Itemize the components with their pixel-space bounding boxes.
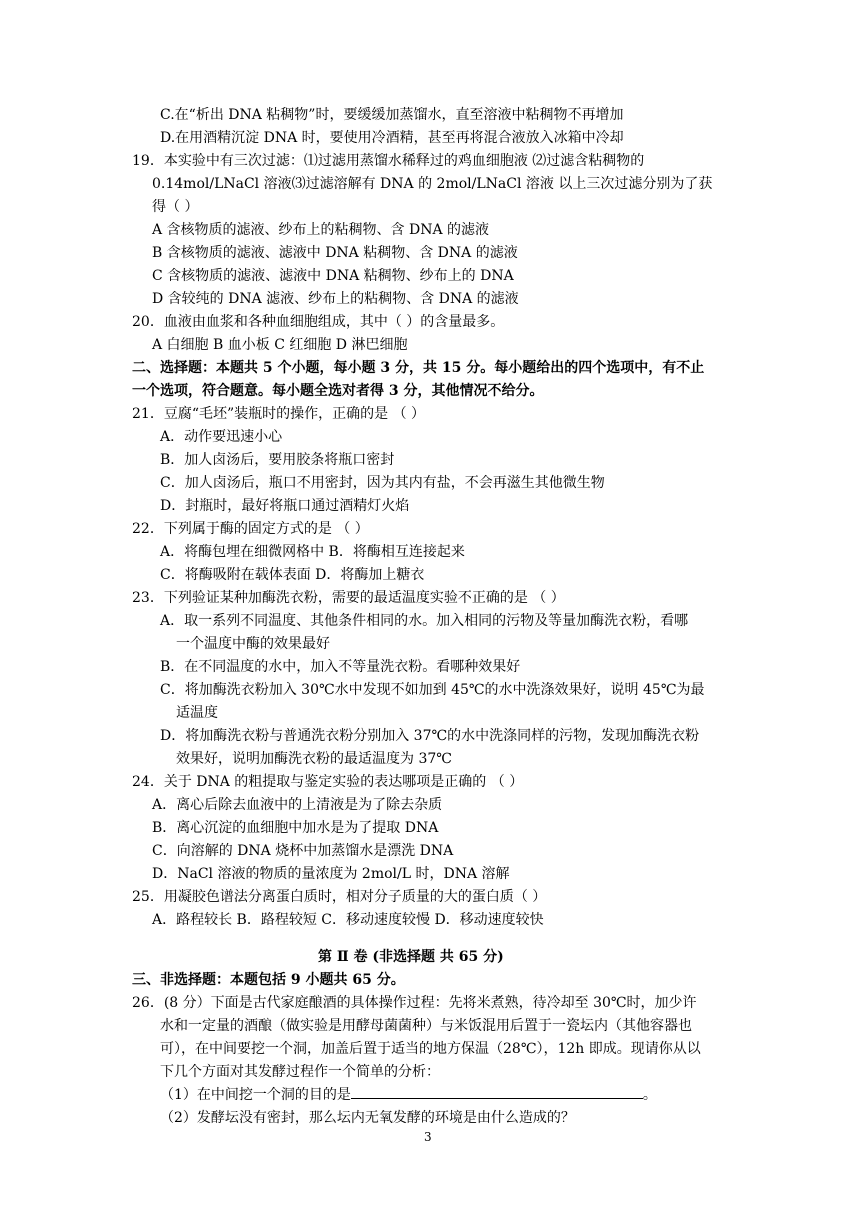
q26-sub2: （2）发酵坛没有密封，那么坛内无氧发酵的环境是由什么造成的？ [160, 1110, 575, 1126]
q25-stem: 25．用凝胶色谱法分离蛋白质时，相对分子质量的大的蛋白质（ ） [132, 889, 547, 905]
q19-option-b: B 含核物质的滤液、滤液中 DNA 粘稠物、含 DNA 的滤液 [152, 245, 518, 261]
q18-option-d: D.在用酒精沉淀 DNA 时，要使用冷酒精，甚至再将混合液放入冰箱中冷却 [160, 130, 624, 146]
part2-title: 第 Ⅱ 卷 (非选择题 共 65 分) [318, 949, 504, 965]
q23-option-a-line2: 一个温度中酶的效果最好 [176, 636, 330, 652]
q19-option-d: D 含较纯的 DNA 滤液、纱布上的粘稠物、含 DNA 的滤液 [152, 291, 519, 307]
q24-stem: 24．关于 DNA 的粗提取与鉴定实验的表达哪项是正确的 （ ） [132, 774, 524, 790]
section2-heading-line2: 一个选项，符合题意。每小题全选对者得 3 分，其他情况不给分。 [132, 383, 544, 399]
q18-option-c: C.在“析出 DNA 粘稠物”时，要缓缓加蒸馏水，直至溶液中粘稠物不再增加 [160, 107, 624, 123]
q21-stem: 21．豆腐“毛坯”装瓶时的操作，正确的是 （ ） [132, 406, 426, 422]
q23-option-d-line2: 效果好，说明加酶洗衣粉的最适温度为 37℃ [176, 751, 452, 767]
q23-stem: 23．下列验证某种加酶洗衣粉，需要的最适温度实验不正确的是 （ ） [132, 590, 565, 606]
q19-option-c: C 含核物质的滤液、滤液中 DNA 粘稠物、纱布上的 DNA [152, 268, 514, 284]
q26-sub1-end: 。 [642, 1087, 657, 1103]
q24-option-c: C．向溶解的 DNA 烧杯中加蒸馏水是漂洗 DNA [152, 843, 454, 859]
q19-stem-line3: 得（ ） [152, 199, 199, 215]
q19-stem-line1: 19．本实验中有三次过滤：⑴过滤用蒸馏水稀释过的鸡血细胞液 ⑵过滤含粘稠物的 [132, 153, 645, 169]
q21-option-a: A．动作要迅速小心 [160, 429, 283, 445]
q22-options-ab: A．将酶包埋在细微网格中 B．将酶相互连接起来 [160, 544, 465, 560]
q26-sub1-text: （1）在中间挖一个洞的目的是 [160, 1087, 351, 1103]
q26-stem-line1: 26．(8 分）下面是古代家庭酿酒的具体操作过程：先将米煮熟，待冷却至 30℃时，加少许 [132, 995, 697, 1011]
q26-stem-line4: 下几个方面对其发酵过程作一个简单的分析： [160, 1064, 440, 1080]
q23-option-d-line1: D．将加酶洗衣粉与普通洗衣粉分别加入 37℃的水中洗涤同样的污物，发现加酶洗衣粉 [160, 728, 700, 744]
q24-option-d: D．NaCl 溶液的物质的量浓度为 2mol/L 时，DNA 溶解 [152, 866, 510, 882]
q22-options-cd: C．将酶吸附在载体表面 D．将酶加上糖衣 [160, 567, 425, 583]
q21-option-b: B．加人卤汤后，要用胶条将瓶口密封 [160, 452, 395, 468]
q20-options: A 白细胞 B 血小板 C 红细胞 D 淋巴细胞 [152, 337, 408, 353]
q23-option-b: B．在不同温度的水中，加入不等量洗衣粉。看哪种效果好 [160, 659, 521, 675]
q19-option-a: A 含核物质的滤液、纱布上的粘稠物、含 DNA 的滤液 [152, 222, 490, 238]
q25-options: A．路程较长 B．路程较短 C．移动速度较慢 D．移动速度较快 [152, 912, 544, 928]
q21-option-d: D．封瓶时，最好将瓶口通过酒精灯火焰 [160, 498, 410, 514]
q21-option-c: C．加人卤汤后，瓶口不用密封，因为其内有盐，不会再滋生其他微生物 [160, 475, 605, 491]
q23-option-a-line1: A．取一系列不同温度、其他条件相同的水。加入相同的污物及等量加酶洗衣粉，看哪 [160, 613, 689, 629]
section2-heading-line1: 二、选择题：本题共 5 个小题，每小题 3 分，共 15 分。每小题给出的四个选项中，有不止 [132, 360, 705, 376]
q26-sub1 [160, 1084, 657, 1106]
q24-option-a: A．离心后除去血液中的上清液是为了除去杂质 [152, 797, 443, 813]
q23-option-c-line2: 适温度 [176, 705, 218, 721]
q26-stem-line2: 水和一定量的酒酿（做实验是用酵母菌菌种）与米饭混用后置于一瓷坛内（其他容器也 [160, 1018, 692, 1034]
q24-option-b: B．离心沉淀的血细胞中加水是为了提取 DNA [152, 820, 439, 836]
section3-heading: 三、非选择题：本题包括 9 小题共 65 分。 [132, 972, 405, 988]
q22-stem: 22．下列属于酶的固定方式的是 （ ） [132, 521, 369, 537]
q26-stem-line3: 可），在中间要挖一个洞，加盖后置于适当的地方保温（28℃），12h 即成。现请你从以 [160, 1041, 701, 1057]
page-number: 3 [424, 1130, 432, 1144]
q20-stem: 20．血液由血浆和各种血细胞组成，其中（ ）的含量最多。 [132, 314, 505, 330]
q26-sub1-answer-blank[interactable] [351, 1084, 643, 1099]
q19-stem-line2: 0.14mol/LNaCl 溶液⑶过滤溶解有 DNA 的 2mol/LNaCl 溶液 以上三次过滤分别为了获 [152, 176, 713, 192]
q23-option-c-line1: C．将加酶洗衣粉加入 30℃水中发现不如加到 45℃的水中洗涤效果好，说明 45℃为最 [160, 682, 705, 698]
